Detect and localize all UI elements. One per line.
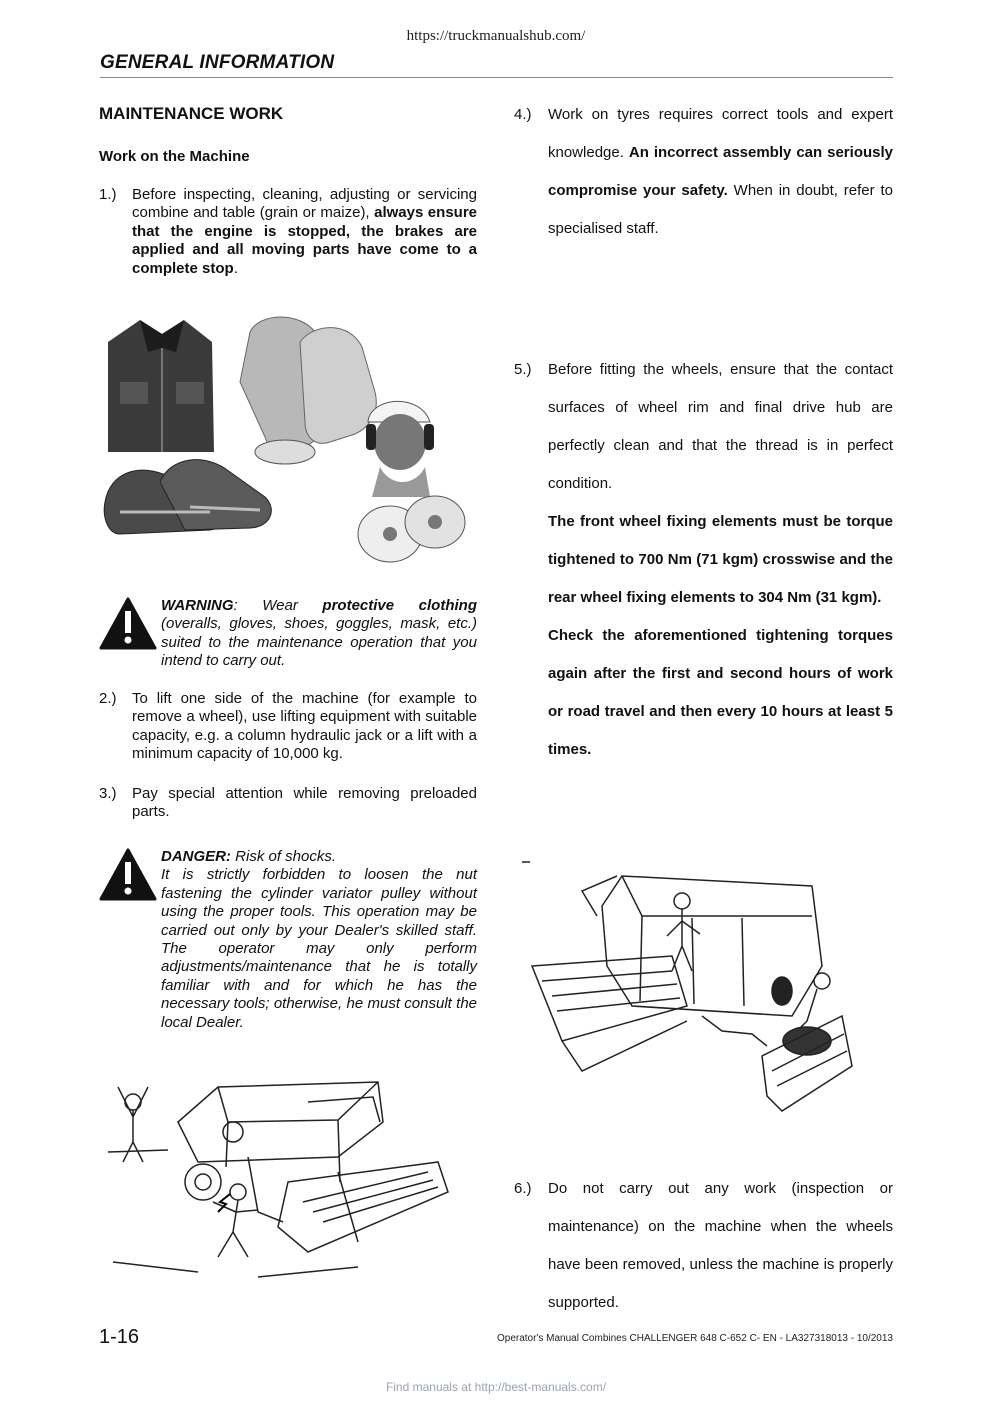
- combine-wheel-removal-illustration: [522, 856, 857, 1126]
- warning-text: WARNING: Wear protective clothing (overalls, gloves, shoes, goggles, mask, etc.) suited to the maintenance operation that you intend to carry out.: [161, 597, 477, 670]
- item-number: 4.): [514, 106, 532, 123]
- manuals-link[interactable]: Find manuals at http://best-manuals.com/: [385, 1380, 607, 1394]
- warning-triangle-icon: [99, 597, 157, 651]
- danger-notice: [99, 848, 477, 1038]
- item-number: 3.): [99, 785, 117, 802]
- list-item-5: [514, 351, 893, 769]
- danger-text: DANGER: Risk of shocks. It is strictly forbidden to loosen the nut fastening the cylinder variator pulley without using the proper tools. This operation may be carried out only by your Dealer's skilled staff. The operator may only perform adjustments/maintenance that he is totally familiar with and for which he has the necessary tools; otherwise, he must consult the local Dealer.: [161, 848, 477, 1031]
- combine-shock-illustration: [108, 1062, 453, 1287]
- item-text: To lift one side of the machine (for example to remove a wheel), use lifting equipment with suitable capacity, e.g. a column hydraulic jack or a lift with a minimum capacity of 10,000 kg.: [132, 690, 477, 763]
- danger-triangle-icon: [99, 848, 157, 902]
- item-text: Pay special attention while removing preloaded parts.: [132, 785, 477, 821]
- list-item-1: [99, 186, 477, 282]
- warning-notice: [99, 597, 477, 673]
- vest-icon: [108, 320, 214, 452]
- item-text: Do not carry out any work (inspection or maintenance) on the machine when the wheels have been removed, unless the machine is properly supported.: [548, 1180, 893, 1311]
- item-text: Before fitting the wheels, ensure that the contact surfaces of wheel rim and final drive hub are perfectly clean and that the thread is in perfect condition.: [548, 361, 893, 492]
- work-on-machine-subheading: Work on the Machine: [99, 148, 250, 165]
- item-text: Before inspecting, cleaning, adjusting or servicing combine and table (grain or maize), always ensure that the engine is stopped, the brakes are applied and all moving parts have come to a complete stop.: [132, 186, 478, 277]
- combine-harvester-icon: [532, 876, 822, 1071]
- list-item-4: [514, 96, 893, 248]
- header-rule: [100, 77, 893, 78]
- item-text: Work on tyres requires correct tools and expert knowledge. An incorrect assembly can seriously compromise your safety. When in doubt, refer to specialised staff.: [548, 106, 893, 237]
- source-url[interactable]: https://truckmanualshub.com/: [406, 28, 586, 44]
- page-number: 1-16: [99, 1326, 140, 1348]
- item-number: 5.): [514, 361, 532, 378]
- list-item-2: [99, 690, 477, 766]
- item-number: 2.): [99, 690, 117, 707]
- person-icon: [667, 893, 830, 1036]
- document-reference: Operator's Manual Combines CHALLENGER 648 C-652 C- EN - LA327318013 - 10/2013: [496, 1333, 893, 1344]
- protective-equipment-illustration: [100, 312, 478, 574]
- torque-recheck-instructions: Check the aforementioned tightening torques again after the first and second hours of work or road travel and then every 10 hours at least 5 times.: [548, 627, 893, 758]
- item-number: 6.): [514, 1180, 532, 1197]
- list-item-6: [514, 1170, 893, 1322]
- section-title: GENERAL INFORMATION: [100, 52, 335, 73]
- torque-instructions: The front wheel fixing elements must be torque tightened to 700 Nm (71 kgm) crosswise and the rear wheel fixing elements to 304 Nm (31 kgm).: [548, 513, 893, 606]
- combine-harvester-icon: [178, 1082, 448, 1252]
- maintenance-heading: MAINTENANCE WORK: [99, 104, 284, 123]
- item-number: 1.): [99, 186, 117, 203]
- helmet-icon: [366, 401, 434, 497]
- list-item-3: [99, 785, 477, 825]
